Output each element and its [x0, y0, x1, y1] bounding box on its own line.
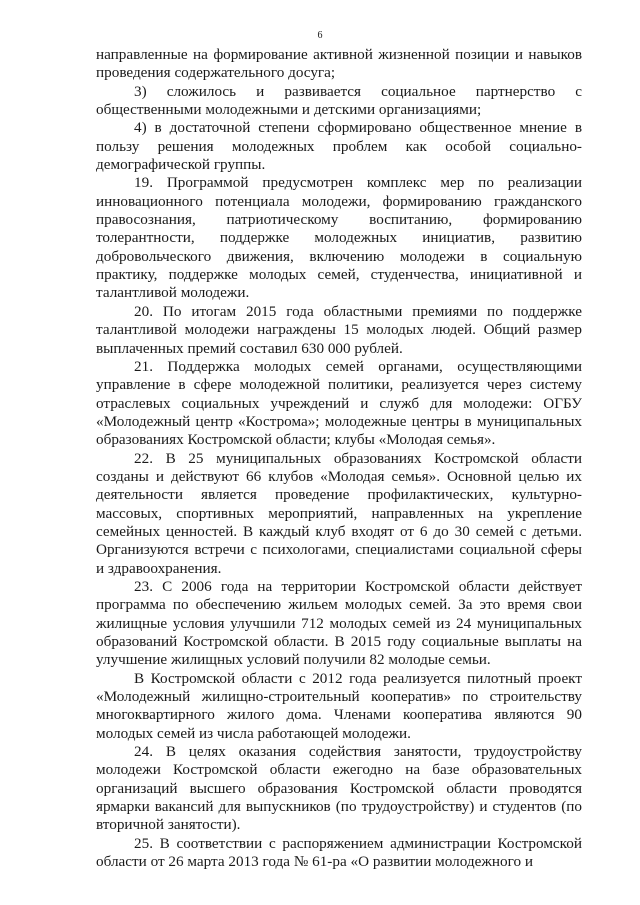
paragraph-21: 21. Поддержка молодых семей органами, осуществляющими управление в сфере молодежной политики, реализуется через систему отраслевых социальных учреждений и служб для молодежи: ОГБУ «Молодежный центр «Кострома»; молодежные центры в муниципальных образованиях Костромской области; клубы «Молодая семья».: [96, 357, 582, 449]
paragraph-25: 25. В соответствии с распоряжением администрации Костромской области от 26 марта 2013 года № 61-ра «О развитии молодежного и: [96, 834, 582, 871]
paragraph-20: 20. По итогам 2015 года областными премиями по поддержке талантливой молодежи награждены 15 молодых людей. Общий размер выплаченных премий составил 630 000 рублей.: [96, 302, 582, 357]
paragraph-item-4: 4) в достаточной степени сформировано общественное мнение в пользу решения молодежных проблем как особой социально-демографической группы.: [96, 119, 582, 174]
paragraph-19: 19. Программой предусмотрен комплекс мер по реализации инновационного потенциала молодежи, формированию гражданского правосознания, патриотическому воспитанию, формированию толерантности, поддержке молодежных инициатив, развитию добровольческого движения, включению молодежи в социальную практику, поддержке молодых семей, студенчества, инициативной и талантливой молодежи.: [96, 174, 582, 302]
paragraph-item-3: 3) сложилось и развивается социальное партнерство с общественными молодежными и детскими организациями;: [96, 82, 582, 119]
paragraph-23-continued: В Костромской области с 2012 года реализуется пилотный проект «Молодежный жилищно-строительный кооператив» по строительству многоквартирного жилого дома. Членами кооператива являются 90 молодых семей из числа работающей молодежи.: [96, 669, 582, 742]
paragraph-23: 23. С 2006 года на территории Костромской области действует программа по обеспечению жильем молодых семей. За это время свои жилищные условия улучшили 712 молодых семей из 24 муниципальных образований Костромской области. В 2015 году социальные выплаты на улучшение жилищных условий получили 82 молодые семьи.: [96, 577, 582, 669]
page-number: 6: [317, 30, 323, 41]
paragraph-22: 22. В 25 муниципальных образованиях Костромской области созданы и действуют 66 клубов «Молодая семья». Основной целью их деятельности является проведение профилактических, культурно-массовых, спортивных мероприятий, направленных на укрепление семейных ценностей. В каждый клуб входят от 6 до 30 семей с детьми. Организуются встречи с психологами, специалистами социальной сферы и здравоохранения.: [96, 449, 582, 577]
document-body: [96, 46, 582, 871]
paragraph-24: 24. В целях оказания содействия занятости, трудоустройству молодежи Костромской области ежегодно на базе образовательных организаций высшего образования Костромской области проводятся ярмарки вакансий для выпускников (по трудоустройству) и студентов (по вторичной занятости).: [96, 743, 582, 834]
paragraph-continuation: направленные на формирование активной жизненной позиции и навыков проведения содержательного досуга;: [96, 46, 582, 82]
